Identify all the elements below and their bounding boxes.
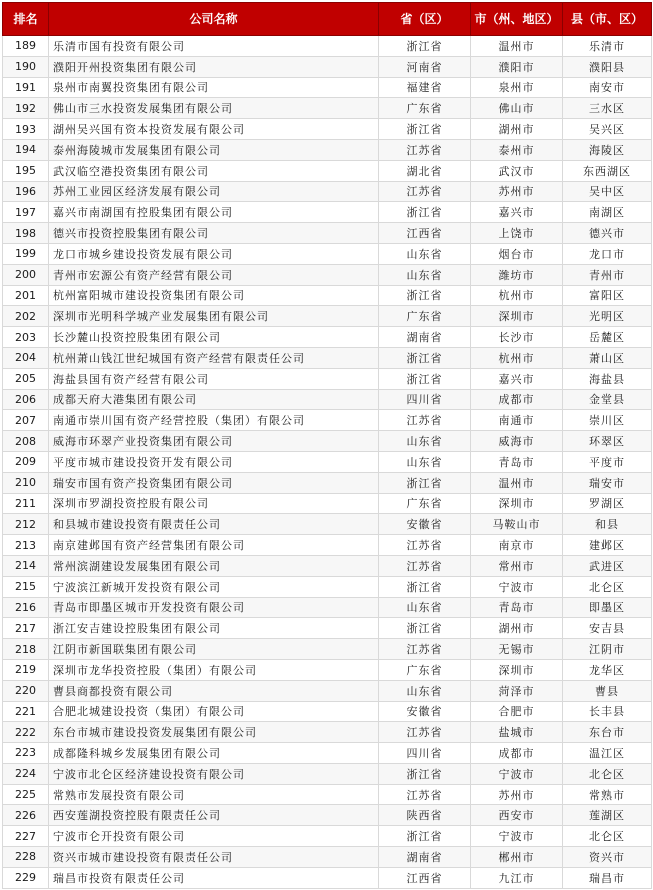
company-name-cell: 平度市城市建设投资开发有限公司 [49, 451, 379, 472]
county-cell: 北仑区 [563, 576, 652, 597]
table-row [3, 763, 652, 784]
rank-cell: 226 [3, 805, 49, 826]
province-cell: 湖北省 [379, 160, 471, 181]
rank-cell: 206 [3, 389, 49, 410]
table-row [3, 680, 652, 701]
company-name-cell: 南京建邺国有资产经营集团有限公司 [49, 535, 379, 556]
table-row [3, 701, 652, 722]
company-name-cell: 深圳市罗湖投资控股有限公司 [49, 493, 379, 514]
rank-cell: 190 [3, 56, 49, 77]
company-name-cell: 浙江安吉建设控股集团有限公司 [49, 618, 379, 639]
rank-cell: 191 [3, 77, 49, 98]
county-cell: 武进区 [563, 555, 652, 576]
company-name-cell: 泉州市南翼投资集团有限公司 [49, 77, 379, 98]
header-city: 市（州、地区） [471, 3, 563, 36]
province-cell: 江苏省 [379, 555, 471, 576]
company-name-cell: 深圳市光明科学城产业发展集团有限公司 [49, 306, 379, 327]
county-cell: 建邺区 [563, 535, 652, 556]
table-row [3, 77, 652, 98]
company-name-cell: 德兴市投资控股集团有限公司 [49, 223, 379, 244]
city-cell: 常州市 [471, 555, 563, 576]
province-cell: 浙江省 [379, 119, 471, 140]
rank-cell: 204 [3, 347, 49, 368]
company-name-cell: 青岛市即墨区城市开发投资有限公司 [49, 597, 379, 618]
city-cell: 南通市 [471, 410, 563, 431]
rank-cell: 210 [3, 472, 49, 493]
city-cell: 无锡市 [471, 639, 563, 660]
header-rank: 排名 [3, 3, 49, 36]
city-cell: 上饶市 [471, 223, 563, 244]
province-cell: 江西省 [379, 867, 471, 888]
province-cell: 浙江省 [379, 368, 471, 389]
county-cell: 常熟市 [563, 784, 652, 805]
province-cell: 山东省 [379, 243, 471, 264]
header-county: 县（市、区） [563, 3, 652, 36]
company-name-cell: 杭州富阳城市建设投资集团有限公司 [49, 285, 379, 306]
rank-cell: 211 [3, 493, 49, 514]
province-cell: 浙江省 [379, 472, 471, 493]
city-cell: 合肥市 [471, 701, 563, 722]
city-cell: 杭州市 [471, 347, 563, 368]
table-row [3, 160, 652, 181]
rank-cell: 227 [3, 826, 49, 847]
company-ranking-table [2, 2, 652, 889]
rank-cell: 207 [3, 410, 49, 431]
city-cell: 长沙市 [471, 327, 563, 348]
table-row [3, 410, 652, 431]
table-row [3, 431, 652, 452]
county-cell: 萧山区 [563, 347, 652, 368]
province-cell: 广东省 [379, 306, 471, 327]
county-cell: 青州市 [563, 264, 652, 285]
table-row [3, 223, 652, 244]
rank-cell: 215 [3, 576, 49, 597]
county-cell: 濮阳县 [563, 56, 652, 77]
header-province: 省（区） [379, 3, 471, 36]
province-cell: 四川省 [379, 389, 471, 410]
company-name-cell: 苏州工业园区经济发展有限公司 [49, 181, 379, 202]
city-cell: 深圳市 [471, 306, 563, 327]
city-cell: 泉州市 [471, 77, 563, 98]
table-row [3, 139, 652, 160]
province-cell: 浙江省 [379, 202, 471, 223]
county-cell: 瑞昌市 [563, 867, 652, 888]
table-row [3, 867, 652, 888]
company-name-cell: 江阴市新国联集团有限公司 [49, 639, 379, 660]
province-cell: 浙江省 [379, 826, 471, 847]
rank-cell: 217 [3, 618, 49, 639]
company-name-cell: 宁波市北仑区经济建设投资有限公司 [49, 763, 379, 784]
county-cell: 德兴市 [563, 223, 652, 244]
table-row [3, 36, 652, 57]
company-name-cell: 武汉临空港投资集团有限公司 [49, 160, 379, 181]
province-cell: 湖南省 [379, 847, 471, 868]
company-name-cell: 宁波滨江新城开发投资有限公司 [49, 576, 379, 597]
county-cell: 环翠区 [563, 431, 652, 452]
province-cell: 山东省 [379, 264, 471, 285]
province-cell: 广东省 [379, 493, 471, 514]
county-cell: 资兴市 [563, 847, 652, 868]
table-row [3, 264, 652, 285]
table-header-row [3, 3, 652, 36]
county-cell: 平度市 [563, 451, 652, 472]
province-cell: 江苏省 [379, 181, 471, 202]
table-row [3, 451, 652, 472]
city-cell: 温州市 [471, 472, 563, 493]
rank-cell: 196 [3, 181, 49, 202]
city-cell: 武汉市 [471, 160, 563, 181]
rank-cell: 223 [3, 743, 49, 764]
company-name-cell: 宁波市仑开投资有限公司 [49, 826, 379, 847]
county-cell: 龙口市 [563, 243, 652, 264]
company-name-cell: 瑞昌市投资有限责任公司 [49, 867, 379, 888]
table-row [3, 722, 652, 743]
city-cell: 温州市 [471, 36, 563, 57]
rank-cell: 218 [3, 639, 49, 660]
city-cell: 九江市 [471, 867, 563, 888]
city-cell: 嘉兴市 [471, 368, 563, 389]
company-name-cell: 南通市崇川国有资产经营控股（集团）有限公司 [49, 410, 379, 431]
company-name-cell: 青州市宏源公有资产经营有限公司 [49, 264, 379, 285]
province-cell: 山东省 [379, 680, 471, 701]
county-cell: 瑞安市 [563, 472, 652, 493]
table-row [3, 98, 652, 119]
company-name-cell: 西安莲湖投资控股有限责任公司 [49, 805, 379, 826]
rank-cell: 214 [3, 555, 49, 576]
rank-cell: 197 [3, 202, 49, 223]
county-cell: 北仑区 [563, 763, 652, 784]
company-name-cell: 深圳市龙华投资控股（集团）有限公司 [49, 659, 379, 680]
rank-cell: 193 [3, 119, 49, 140]
province-cell: 山东省 [379, 431, 471, 452]
company-name-cell: 成都隆科城乡发展集团有限公司 [49, 743, 379, 764]
table-row [3, 805, 652, 826]
province-cell: 山东省 [379, 451, 471, 472]
table-row [3, 306, 652, 327]
county-cell: 即墨区 [563, 597, 652, 618]
company-name-cell: 常熟市发展投资有限公司 [49, 784, 379, 805]
table-row [3, 493, 652, 514]
county-cell: 温江区 [563, 743, 652, 764]
table-row [3, 368, 652, 389]
county-cell: 曹县 [563, 680, 652, 701]
province-cell: 浙江省 [379, 576, 471, 597]
county-cell: 海盐县 [563, 368, 652, 389]
province-cell: 河南省 [379, 56, 471, 77]
city-cell: 郴州市 [471, 847, 563, 868]
table-row [3, 555, 652, 576]
province-cell: 江苏省 [379, 722, 471, 743]
city-cell: 濮阳市 [471, 56, 563, 77]
rank-cell: 202 [3, 306, 49, 327]
province-cell: 四川省 [379, 743, 471, 764]
company-name-cell: 威海市环翠产业投资集团有限公司 [49, 431, 379, 452]
rank-cell: 189 [3, 36, 49, 57]
province-cell: 广东省 [379, 98, 471, 119]
county-cell: 罗湖区 [563, 493, 652, 514]
rank-cell: 213 [3, 535, 49, 556]
city-cell: 苏州市 [471, 784, 563, 805]
province-cell: 浙江省 [379, 36, 471, 57]
county-cell: 三水区 [563, 98, 652, 119]
company-name-cell: 瑞安市国有资产投资集团有限公司 [49, 472, 379, 493]
city-cell: 潍坊市 [471, 264, 563, 285]
company-name-cell: 湖州吴兴国有资本投资发展有限公司 [49, 119, 379, 140]
province-cell: 湖南省 [379, 327, 471, 348]
city-cell: 青岛市 [471, 597, 563, 618]
rank-cell: 221 [3, 701, 49, 722]
table-row [3, 576, 652, 597]
rank-cell: 209 [3, 451, 49, 472]
city-cell: 宁波市 [471, 576, 563, 597]
province-cell: 广东省 [379, 659, 471, 680]
province-cell: 浙江省 [379, 763, 471, 784]
county-cell: 和县 [563, 514, 652, 535]
city-cell: 威海市 [471, 431, 563, 452]
rank-cell: 228 [3, 847, 49, 868]
province-cell: 江苏省 [379, 139, 471, 160]
company-name-cell: 和县城市建设投资有限责任公司 [49, 514, 379, 535]
province-cell: 安徽省 [379, 514, 471, 535]
company-name-cell: 濮阳开州投资集团有限公司 [49, 56, 379, 77]
province-cell: 江苏省 [379, 410, 471, 431]
table-row [3, 472, 652, 493]
city-cell: 湖州市 [471, 618, 563, 639]
city-cell: 苏州市 [471, 181, 563, 202]
company-name-cell: 常州滨湖建设发展集团有限公司 [49, 555, 379, 576]
province-cell: 江苏省 [379, 535, 471, 556]
county-cell: 南安市 [563, 77, 652, 98]
table-row [3, 847, 652, 868]
table-row [3, 181, 652, 202]
county-cell: 江阴市 [563, 639, 652, 660]
county-cell: 乐清市 [563, 36, 652, 57]
city-cell: 宁波市 [471, 826, 563, 847]
table-row [3, 347, 652, 368]
city-cell: 深圳市 [471, 493, 563, 514]
city-cell: 盐城市 [471, 722, 563, 743]
table-row [3, 285, 652, 306]
county-cell: 长丰县 [563, 701, 652, 722]
rank-cell: 195 [3, 160, 49, 181]
header-company-name: 公司名称 [49, 3, 379, 36]
table-row [3, 639, 652, 660]
province-cell: 江西省 [379, 223, 471, 244]
rank-cell: 198 [3, 223, 49, 244]
table-body [3, 36, 652, 889]
city-cell: 南京市 [471, 535, 563, 556]
province-cell: 福建省 [379, 77, 471, 98]
city-cell: 青岛市 [471, 451, 563, 472]
rank-cell: 201 [3, 285, 49, 306]
province-cell: 江苏省 [379, 784, 471, 805]
rank-cell: 194 [3, 139, 49, 160]
company-name-cell: 嘉兴市南湖国有控股集团有限公司 [49, 202, 379, 223]
province-cell: 山东省 [379, 597, 471, 618]
rank-cell: 216 [3, 597, 49, 618]
county-cell: 崇川区 [563, 410, 652, 431]
table-row [3, 784, 652, 805]
city-cell: 杭州市 [471, 285, 563, 306]
company-name-cell: 成都天府大港集团有限公司 [49, 389, 379, 410]
province-cell: 浙江省 [379, 347, 471, 368]
rank-cell: 212 [3, 514, 49, 535]
county-cell: 吴兴区 [563, 119, 652, 140]
rank-cell: 199 [3, 243, 49, 264]
company-name-cell: 合肥北城建设投资（集团）有限公司 [49, 701, 379, 722]
county-cell: 海陵区 [563, 139, 652, 160]
rank-cell: 200 [3, 264, 49, 285]
table-row [3, 597, 652, 618]
county-cell: 金堂县 [563, 389, 652, 410]
province-cell: 安徽省 [379, 701, 471, 722]
city-cell: 湖州市 [471, 119, 563, 140]
city-cell: 成都市 [471, 743, 563, 764]
city-cell: 成都市 [471, 389, 563, 410]
city-cell: 烟台市 [471, 243, 563, 264]
county-cell: 岳麓区 [563, 327, 652, 348]
table-row [3, 659, 652, 680]
company-name-cell: 海盐县国有资产经营有限公司 [49, 368, 379, 389]
province-cell: 江苏省 [379, 639, 471, 660]
county-cell: 富阳区 [563, 285, 652, 306]
table-row [3, 743, 652, 764]
city-cell: 佛山市 [471, 98, 563, 119]
company-name-cell: 龙口市城乡建设投资发展有限公司 [49, 243, 379, 264]
city-cell: 马鞍山市 [471, 514, 563, 535]
rank-cell: 229 [3, 867, 49, 888]
company-name-cell: 长沙麓山投资控股集团有限公司 [49, 327, 379, 348]
company-name-cell: 佛山市三水投资发展集团有限公司 [49, 98, 379, 119]
rank-cell: 222 [3, 722, 49, 743]
rank-cell: 219 [3, 659, 49, 680]
city-cell: 嘉兴市 [471, 202, 563, 223]
county-cell: 东西湖区 [563, 160, 652, 181]
table-row [3, 243, 652, 264]
table-row [3, 327, 652, 348]
county-cell: 安吉县 [563, 618, 652, 639]
city-cell: 菏泽市 [471, 680, 563, 701]
rank-cell: 205 [3, 368, 49, 389]
county-cell: 莲湖区 [563, 805, 652, 826]
company-name-cell: 泰州海陵城市发展集团有限公司 [49, 139, 379, 160]
table-row [3, 56, 652, 77]
table-row [3, 826, 652, 847]
province-cell: 浙江省 [379, 618, 471, 639]
company-name-cell: 曹县商都投资有限公司 [49, 680, 379, 701]
city-cell: 西安市 [471, 805, 563, 826]
county-cell: 南湖区 [563, 202, 652, 223]
table-row [3, 535, 652, 556]
province-cell: 浙江省 [379, 285, 471, 306]
rank-cell: 225 [3, 784, 49, 805]
county-cell: 吴中区 [563, 181, 652, 202]
city-cell: 深圳市 [471, 659, 563, 680]
county-cell: 龙华区 [563, 659, 652, 680]
company-name-cell: 资兴市城市建设投资有限责任公司 [49, 847, 379, 868]
city-cell: 泰州市 [471, 139, 563, 160]
rank-cell: 192 [3, 98, 49, 119]
company-name-cell: 东台市城市建设投资发展集团有限公司 [49, 722, 379, 743]
rank-cell: 203 [3, 327, 49, 348]
rank-cell: 224 [3, 763, 49, 784]
city-cell: 宁波市 [471, 763, 563, 784]
province-cell: 陕西省 [379, 805, 471, 826]
table-row [3, 389, 652, 410]
table-row [3, 514, 652, 535]
county-cell: 东台市 [563, 722, 652, 743]
table-row [3, 618, 652, 639]
company-name-cell: 乐清市国有投资有限公司 [49, 36, 379, 57]
table-row [3, 119, 652, 140]
county-cell: 光明区 [563, 306, 652, 327]
company-name-cell: 杭州萧山钱江世纪城国有资产经营有限责任公司 [49, 347, 379, 368]
rank-cell: 220 [3, 680, 49, 701]
rank-cell: 208 [3, 431, 49, 452]
table-row [3, 202, 652, 223]
county-cell: 北仑区 [563, 826, 652, 847]
